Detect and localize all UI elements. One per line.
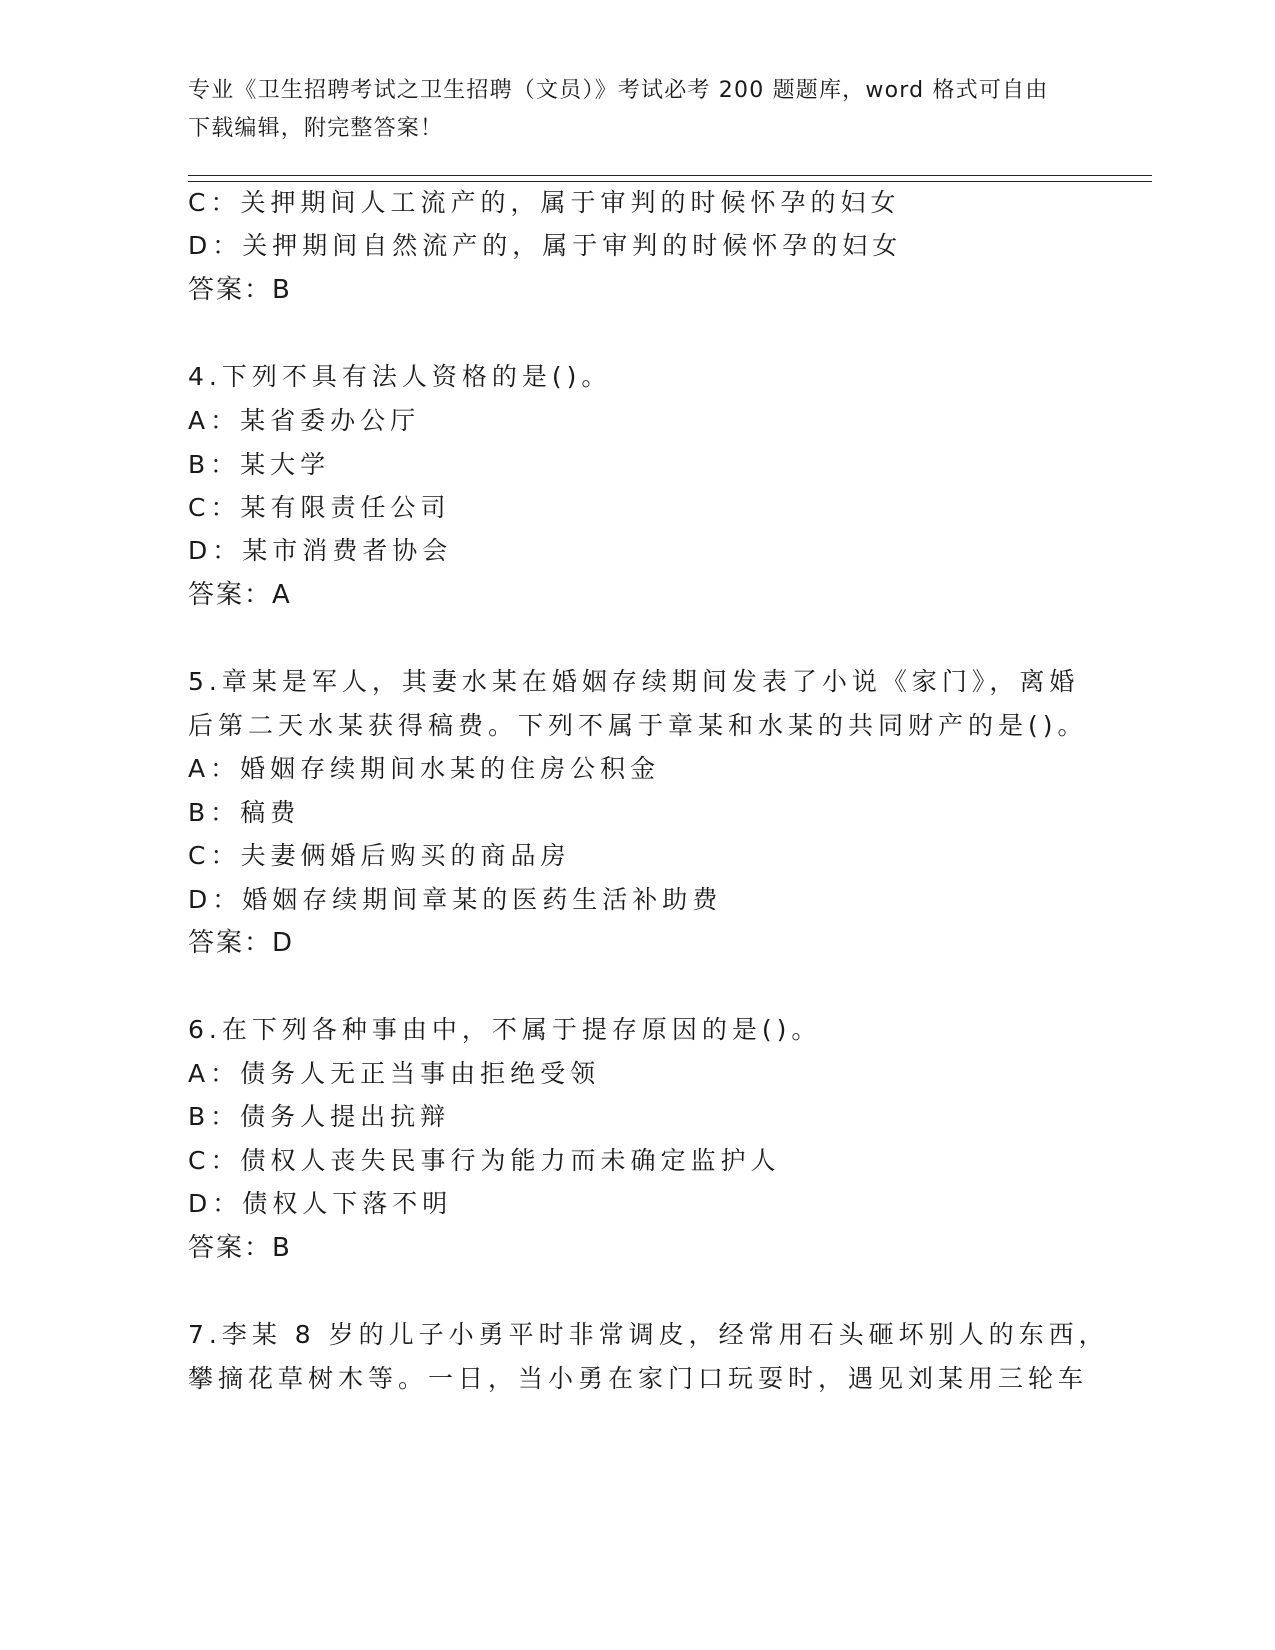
q4-option-b: B：某大学 bbox=[188, 450, 331, 479]
q4-option-a: A：某省委办公厅 bbox=[188, 406, 421, 435]
q6-question: 6.在下列各种事由中，不属于提存原因的是()。 bbox=[188, 1015, 822, 1044]
q6-option-a: A：债务人无正当事由拒绝受领 bbox=[188, 1059, 601, 1088]
q4-option-c: C：某有限责任公司 bbox=[188, 493, 451, 522]
q5-option-a: A：婚姻存续期间水某的住房公积金 bbox=[188, 754, 661, 783]
q6-option-b: B：债务人提出抗辩 bbox=[188, 1102, 451, 1131]
q5-question-line2: 后第二天水某获得稿费。下列不属于章某和水某的共同财产的是()。 bbox=[188, 711, 1088, 740]
q5-option-b: B：稿费 bbox=[188, 798, 301, 827]
q3-option-c: C：关押期间人工流产的，属于审判的时候怀孕的妇女 bbox=[188, 188, 901, 217]
q5-option-d: D：婚姻存续期间章某的医药生活补助费 bbox=[188, 885, 723, 914]
q5-option-c: C：夫妻俩婚后购买的商品房 bbox=[188, 841, 571, 870]
q6-answer: 答案：B bbox=[188, 1233, 292, 1263]
q7-question-line2: 攀摘花草树木等。一日，当小勇在家门口玩耍时，遇见刘某用三轮车 bbox=[188, 1364, 1089, 1393]
q4-option-d: D：某市消费者协会 bbox=[188, 536, 453, 565]
q4-question: 4.下列不具有法人资格的是()。 bbox=[188, 362, 612, 391]
q3-answer: 答案：B bbox=[188, 275, 292, 305]
header-rule-top bbox=[188, 175, 1152, 176]
q4-answer: 答案：A bbox=[188, 580, 292, 610]
q6-option-c: C：债权人丧失民事行为能力而未确定监护人 bbox=[188, 1146, 781, 1175]
document-header: 专业《卫生招聘考试之卫生招聘（文员）》考试必考 200 题题库，word 格式可自由下载编辑，附完整答案！ bbox=[188, 78, 1049, 141]
q6-option-d: D：债权人下落不明 bbox=[188, 1189, 453, 1218]
header-rule-bottom bbox=[188, 181, 1152, 182]
q7-question-line1: 7.李某 8 岁的儿子小勇平时非常调皮，经常用石头砸坏别人的东西， bbox=[188, 1320, 1109, 1349]
q5-question-line1: 5.章某是军人，其妻水某在婚姻存续期间发表了小说《家门》，离婚 bbox=[188, 667, 1080, 696]
q3-option-d: D：关押期间自然流产的，属于审判的时候怀孕的妇女 bbox=[188, 231, 903, 260]
q5-answer: 答案：D bbox=[188, 928, 295, 958]
